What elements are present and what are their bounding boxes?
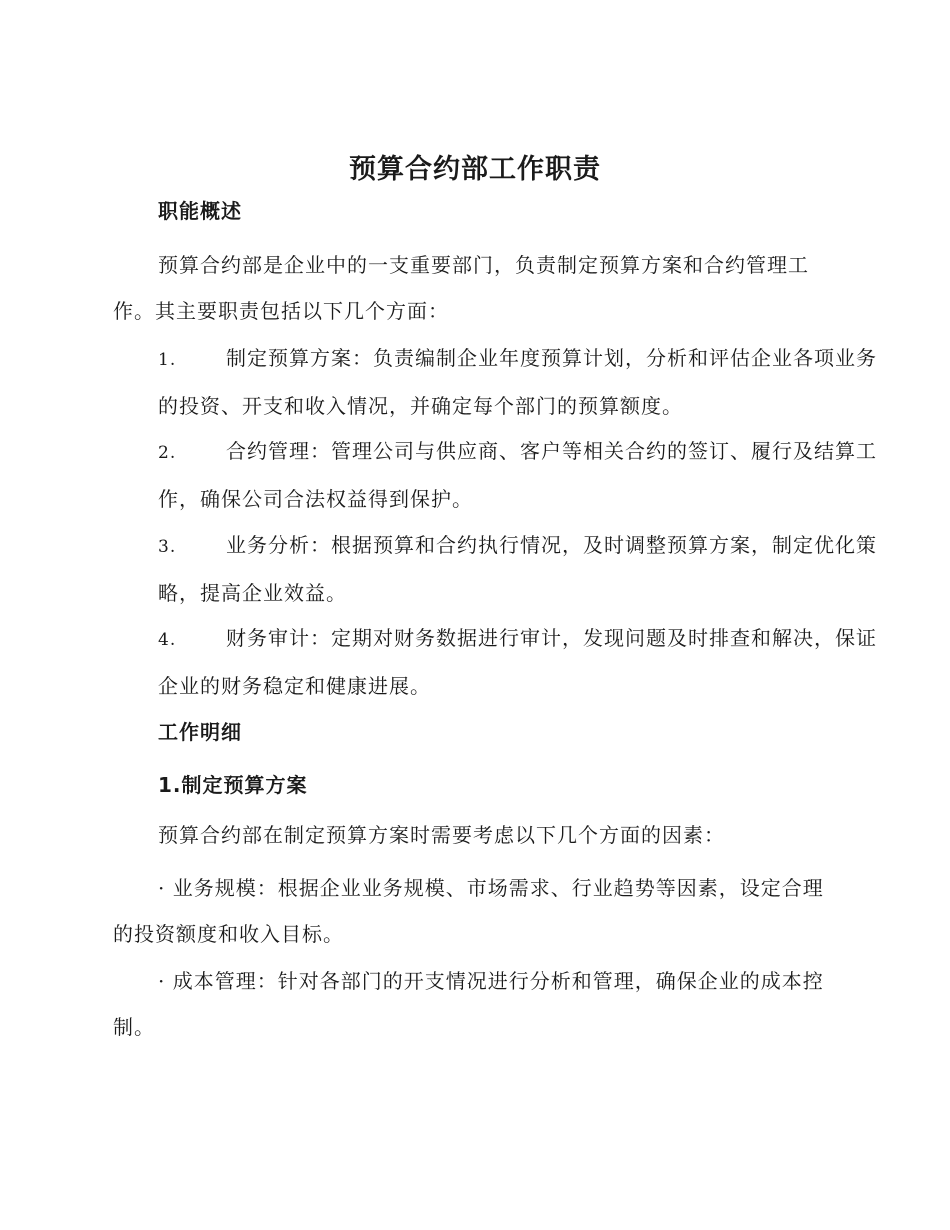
- list-item-text: 制定预算方案：负责编制企业年度预算计划，分析和评估企业各项业务的投资、开支和收入情况，并确定每个部门的预算额度。: [158, 346, 877, 418]
- list-item: [113, 615, 880, 709]
- list-item-number: 4.: [158, 630, 177, 650]
- list-item-text: 财务审计：定期对财务数据进行审计，发现问题及时排查和解决，保证企业的财务稳定和健康进展。: [158, 626, 877, 698]
- section-heading-overview: 职能概述: [158, 199, 242, 223]
- bullet-item: · 成本管理：针对各部门的开支情况进行分析和管理，确保企业的成本控制。: [113, 969, 824, 1039]
- list-item: [113, 335, 880, 429]
- list-item: [113, 522, 880, 616]
- list-item-text: 业务分析：根据预算和合约执行情况，及时调整预算方案，制定优化策略，提高企业效益。: [158, 533, 877, 605]
- page-title: 预算合约部工作职责: [349, 154, 601, 185]
- list-item: [113, 428, 880, 522]
- list-item-number: 2.: [158, 443, 177, 463]
- intro-paragraph: 预算合约部是企业中的一支重要部门，负责制定预算方案和合约管理工作。其主要职责包括以下几个方面：: [113, 253, 809, 323]
- list-item-number: 3.: [158, 537, 177, 557]
- list-item-text: 合约管理：管理公司与供应商、客户等相关合约的签订、履行及结算工作，确保公司合法权益得到保护。: [158, 439, 877, 511]
- bullet-item: · 业务规模：根据企业业务规模、市场需求、行业趋势等因素，设定合理的投资额度和收入目标。: [113, 876, 824, 946]
- subsection-heading: 1.制定预算方案: [158, 773, 308, 797]
- details-intro-paragraph: 预算合约部在制定预算方案时需要考虑以下几个方面的因素：: [158, 823, 725, 847]
- section-heading-details: 工作明细: [158, 720, 242, 744]
- list-item-number: 1.: [158, 350, 177, 370]
